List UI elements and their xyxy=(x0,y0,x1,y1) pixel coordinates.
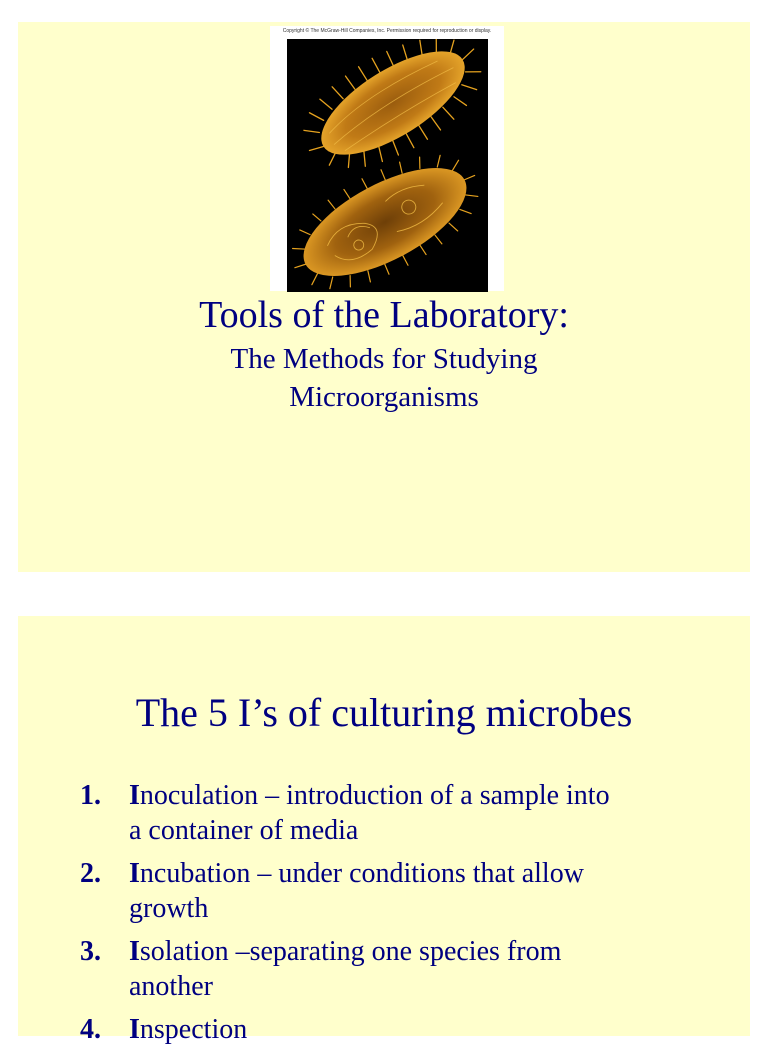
copyright-notice: Copyright © The McGraw-Hill Companies, Inc. Permission required for reproduction or display. xyxy=(282,28,492,34)
item-text xyxy=(129,1012,704,1047)
item-number: 3. xyxy=(80,936,101,967)
list-item xyxy=(18,856,750,926)
list-item xyxy=(18,778,750,848)
subtitle-line-1: The Methods for Studying xyxy=(230,343,538,375)
slide-title: The 5 I’s of culturing microbes xyxy=(135,690,633,735)
item-text xyxy=(129,778,704,848)
micrograph-figure xyxy=(270,26,504,291)
slide-title: Tools of the Laboratory: xyxy=(199,294,569,336)
item-line-1: noculation – introduction of a sample into xyxy=(139,780,610,811)
item-initial: I xyxy=(129,1014,140,1045)
item-initial: I xyxy=(129,936,140,967)
item-line-2: growth xyxy=(129,893,209,924)
item-text xyxy=(129,934,704,1004)
item-line-1: ncubation – under conditions that allow xyxy=(139,858,584,889)
item-line-2: another xyxy=(129,971,213,1002)
item-initial: I xyxy=(129,858,140,889)
item-initial: I xyxy=(129,780,140,811)
paramecium-micrograph-image xyxy=(287,39,488,292)
culturing-slide xyxy=(18,616,750,1045)
title-slide xyxy=(18,22,750,572)
list-item xyxy=(18,934,750,1004)
item-line-1: nspection xyxy=(139,1014,248,1045)
item-text xyxy=(129,856,704,926)
item-line-1: solation –separating one species from xyxy=(139,936,562,967)
item-line-2: a container of media xyxy=(129,815,359,846)
item-number: 2. xyxy=(80,858,101,889)
five-is-list xyxy=(18,778,750,1055)
item-number: 4. xyxy=(80,1014,101,1045)
list-item xyxy=(18,1012,750,1047)
subtitle-line-2: Microorganisms xyxy=(289,381,479,413)
item-number: 1. xyxy=(80,780,101,811)
